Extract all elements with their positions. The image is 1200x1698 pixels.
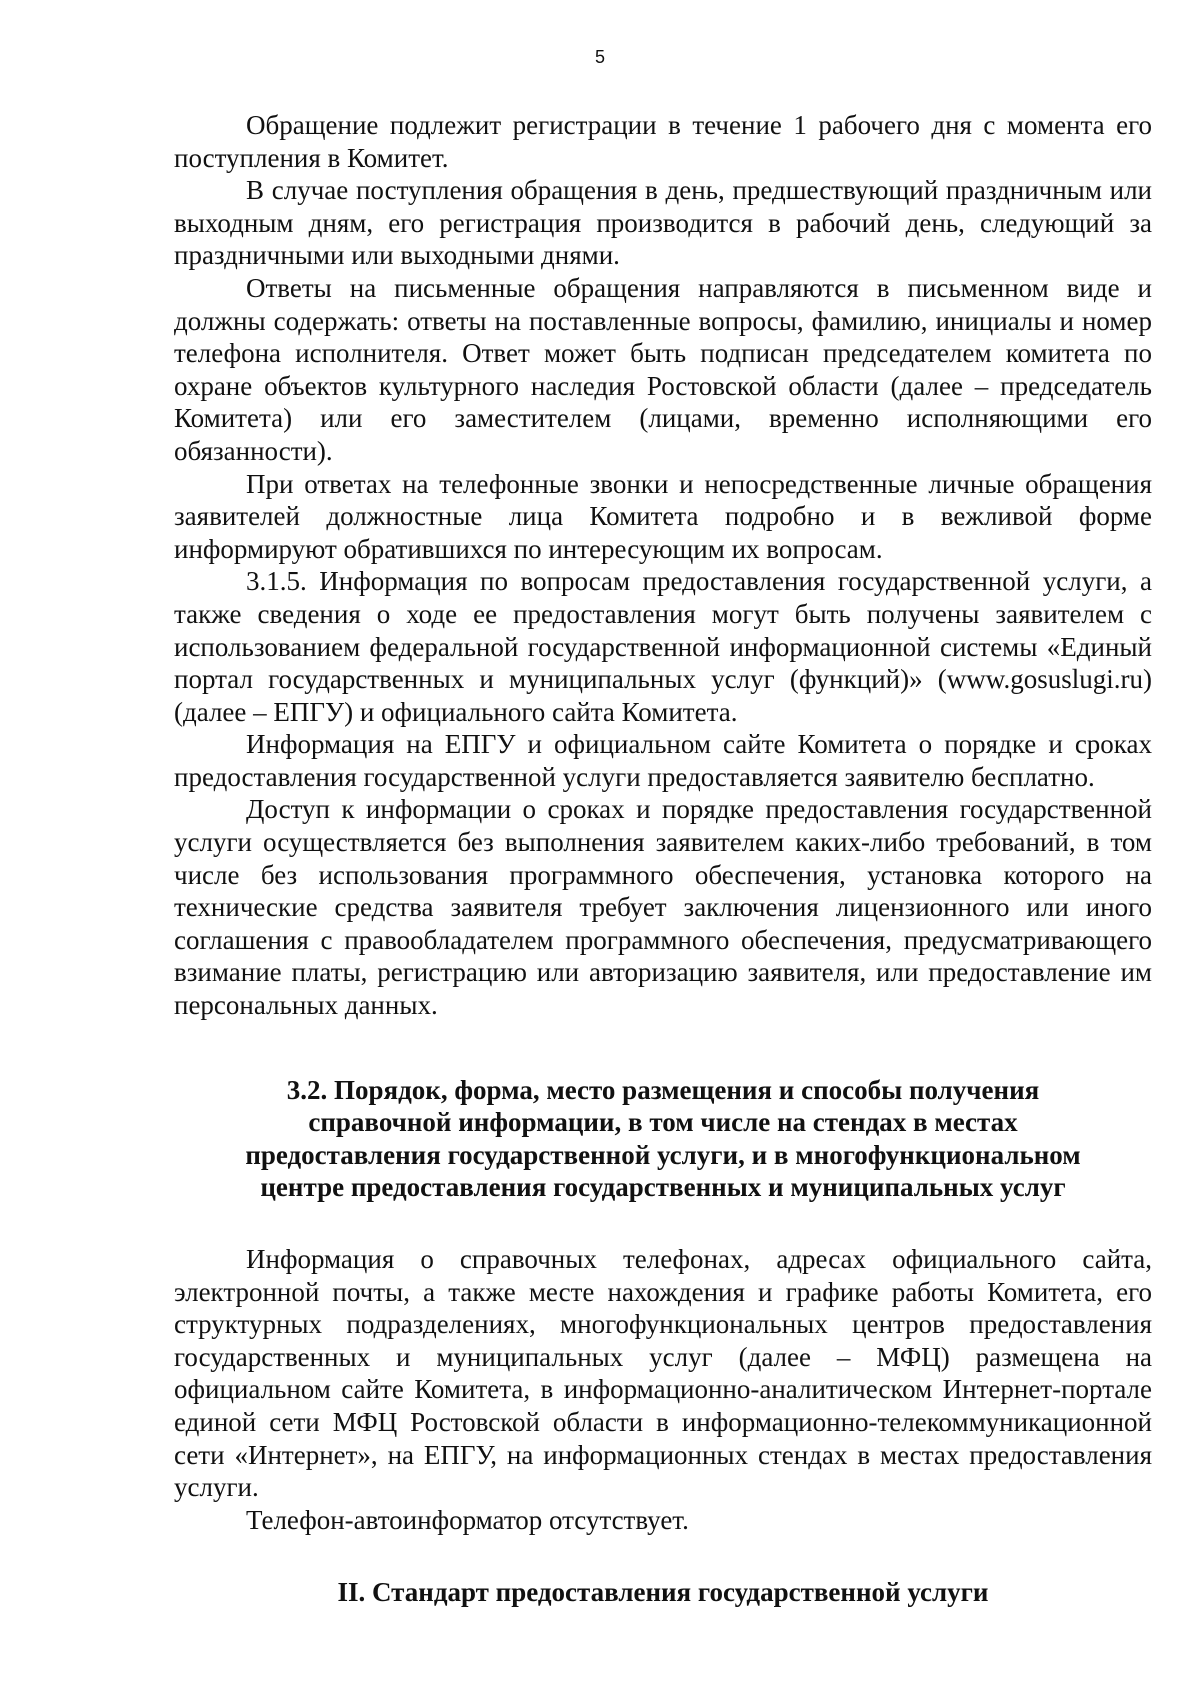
section-heading-line: справочной информации, в том числе на стендах в местах (308, 1107, 1018, 1138)
paragraph-autoinformer: Телефон-автоинформатор отсутствует. (246, 1504, 689, 1535)
section-heading-line: 3.2. Порядок, форма, место размещения и способы получения (286, 1074, 1040, 1105)
section-heading-3-2 (174, 1074, 1152, 1204)
paragraph-written-answers: Ответы на письменные обращения направляются в письменном виде и должны содержать: ответы на поставленные вопросы, фамилию, инициалы и номер телефона исполнителя. Ответ может быть подписан председателем комитета по охране объектов культурного наследия Ростовской области (далее – председатель Комитета) или его заместителем (лицами, временно исполняющими его обязанности). (174, 272, 1152, 466)
document-body (174, 109, 1152, 1609)
paragraph-registration: Обращение подлежит регистрации в течение 1 рабочего дня с момента его поступления в Комитет. (174, 110, 1152, 173)
paragraph-3-1-5: 3.1.5. Информация по вопросам предоставления государственной услуги, а также сведения о ходе ее предоставления могут быть получены заявителем с использованием федеральной государственной информационной системы «Единый портал государственных и муниципальных услуг (функций)» (www.gosuslugi.ru) (далее – ЕПГУ) и официального сайта Комитета. (174, 566, 1152, 727)
paragraph-reference-info: Информация о справочных телефонах, адресах официального сайта, электронной почты, а также месте нахождения и графике работы Комитета, его структурных подразделениях, многофункциональных центров предоставления государственных и муниципальных услуг (далее – МФЦ) размещена на официальном сайте Комитета, в информационно-аналитическом Интернет-портале единой сети МФЦ Ростовской области в информационно-телекоммуникационной сети «Интернет», на ЕПГУ, на информационных стендах в местах предоставления услуги. (174, 1244, 1152, 1503)
paragraph-access-info: Доступ к информации о сроках и порядке предоставления государственной услуги осуществляется без выполнения заявителем каких-либо требований, в том числе без использования программного обеспечения, установка которого на технические средства заявителя требует заключения лицензионного или иного соглашения с правообладателем программного обеспечения, предусматривающего взимание платы, регистрацию или авторизацию заявителя, или предоставление им персональных данных. (174, 794, 1152, 1021)
section-heading-standard: II. Стандарт предоставления государственной услуги (337, 1577, 989, 1608)
page-number: 5 (594, 47, 605, 67)
paragraph-phone-answers: При ответах на телефонные звонки и непосредственные личные обращения заявителей должностные лица Комитета подробно и в вежливой форме информируют обратившихся по интересующим их вопросам. (174, 468, 1152, 564)
section-heading-line: предоставления государственной услуги, и в многофункциональном (245, 1139, 1081, 1170)
paragraph-holiday-registration: В случае поступления обращения в день, предшествующий праздничным или выходным дням, его регистрация производится в рабочий день, следующий за праздничными или выходными днями. (174, 175, 1152, 271)
section-heading-line: центре предоставления государственных и муниципальных услуг (260, 1172, 1066, 1203)
section-3-2-body (174, 1243, 1152, 1536)
paragraph-epgu-info: Информация на ЕПГУ и официальном сайте Комитета о порядке и сроках предоставления государственной услуги предоставляется заявителю бесплатно. (174, 729, 1152, 792)
